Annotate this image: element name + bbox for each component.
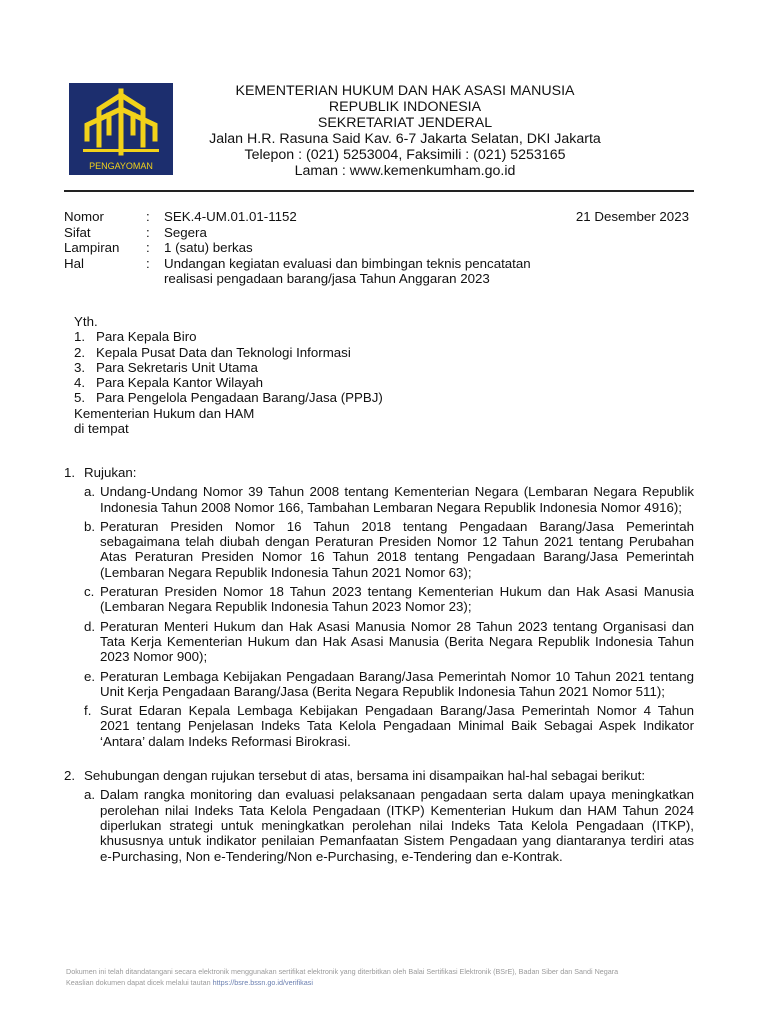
- letter-body: [64, 465, 694, 864]
- letterhead-country: REPUBLIK INDONESIA: [328, 99, 482, 115]
- addressee-org: Kementerian Hukum dan HAM: [74, 405, 255, 421]
- point-title: Sehubungan dengan rujukan tersebut di atas, bersama ini disampaikan hal-hal sebagai berikut:: [84, 768, 646, 784]
- reference-item: c. Peraturan Presiden Nomor 18 Tahun 2023 tentang Kementerian Hukum dan Hak Asasi Manusia (Lembaran Negara Republik Indonesia Tahun 2023 Nomor 23);: [84, 584, 694, 615]
- meta-row-nomor: Nomor : SEK.4-UM.01.01-1152: [64, 209, 694, 225]
- meta-label: Hal: [64, 255, 84, 271]
- addressee-block: [74, 314, 574, 436]
- subject-line-2: realisasi pengadaan barang/jasa Tahun Anggaran 2023: [164, 271, 490, 286]
- meta-row-hal: Hal : Undangan kegiatan evaluasi dan bimbingan teknis pencatatan realisasi pengadaan barang/jasa Tahun Anggaran 2023: [64, 256, 694, 287]
- point-2: 2. Sehubungan dengan rujukan tersebut di atas, bersama ini disampaikan hal-hal sebagai berikut:: [64, 768, 694, 783]
- esign-footer: [66, 966, 716, 988]
- logo-text: PENGAYOMAN: [89, 161, 153, 171]
- detail-item: a. Dalam rangka monitoring dan evaluasi pelaksanaan pengadaan serta dalam upaya meningkatkan perolehan nilai Indeks Tata Kelola Pengadaan (ITKP) Kementerian Hukum dan HAM Tahun 2024 diperlukan strategi untuk meningkatkan perolehan nilai Indeks Tata Kelola Pengadaan (ITKP), khususnya untuk indikator penilaian Pemanfaatan Sistem Pengadaan yang diantaranya terdiri atas e-Purchasing, Non e-Tendering/Non e-Purchasing, e-Tendering dan e-Kontrak.: [84, 787, 694, 864]
- list-item: 4. Para Kepala Kantor Wilayah: [74, 375, 264, 391]
- footer-notice: Dokumen ini telah ditandatangani secara elektronik menggunakan sertifikat elektronik yang diterbitkan oleh Balai Sertifikasi Elektronik (BSrE), Badan Siber dan Sandi Negara: [66, 967, 619, 976]
- list-item: 1. Para Kepala Biro: [74, 329, 197, 345]
- reference-item: a. Undang-Undang Nomor 39 Tahun 2008 tentang Kementerian Negara (Lembaran Negara Republik Indonesia Tahun 2008 Nomor 166, Tambahan Lembaran Negara Republik Indonesia Nomor 4916);: [84, 484, 694, 515]
- point-title: Rujukan:: [84, 465, 137, 480]
- meta-label: Sifat: [64, 224, 91, 240]
- subject-line-1: Undangan kegiatan evaluasi dan bimbingan teknis pencatatan: [164, 255, 531, 271]
- letterhead-unit: SEKRETARIAT JENDERAL: [317, 115, 493, 131]
- list-item: 5. Para Pengelola Pengadaan Barang/Jasa (PPBJ): [74, 390, 383, 406]
- meta-value: SEK.4-UM.01.01-1152: [164, 209, 297, 224]
- reference-item: e. Peraturan Lembaga Kebijakan Pengadaan Barang/Jasa Pemerintah Nomor 10 Tahun 2021 tentang Unit Kerja Pengadaan Barang/Jasa (Berita Negara Republik Indonesia Tahun 2021 Nomor 511);: [84, 668, 694, 699]
- list-item: 3. Para Sekretaris Unit Utama: [74, 359, 258, 375]
- letter-date: 21 Desember 2023: [575, 209, 689, 224]
- letterhead-phone: Telepon : (021) 5253004, Faksimili : (021) 5253165: [244, 147, 566, 163]
- verification-link[interactable]: https://bsre.bssn.go.id/verifikasi: [212, 978, 313, 987]
- letterhead-ministry: KEMENTERIAN HUKUM DAN HAK ASASI MANUSIA: [235, 83, 575, 99]
- meta-value: 1 (satu) berkas: [164, 240, 253, 255]
- greeting: Yth.: [74, 314, 98, 329]
- meta-label: Nomor: [64, 209, 104, 224]
- reference-item: b. Peraturan Presiden Nomor 16 Tahun 2018 tentang Pengadaan Barang/Jasa Pemerintah sebagaimana telah diubah dengan Peraturan Presiden Nomor 12 Tahun 2021 tentang Perubahan Atas Peraturan Presiden Nomor 16 Tahun 2018 tentang Pengadaan Barang/Jasa Pemerintah (Lembaran Negara Republik Indonesia Tahun 2021 Nomor 63);: [84, 518, 694, 580]
- letter-meta: [64, 209, 694, 287]
- meta-row-sifat: Sifat : Segera: [64, 225, 694, 241]
- letterhead-address: Jalan H.R. Rasuna Said Kav. 6-7 Jakarta Selatan, DKI Jakarta: [209, 131, 601, 147]
- reference-item: d. Peraturan Menteri Hukum dan Hak Asasi Manusia Nomor 28 Tahun 2023 tentang Organisasi dan Tata Kerja Kementerian Hukum dan Hak Asasi Manusia (Berita Negara Republik Indonesia Tahun 2023 Nomor 900);: [84, 618, 694, 665]
- footer-check-text: Keaslian dokumen dapat dicek melalui tautan: [66, 978, 211, 987]
- meta-value: Segera: [164, 224, 207, 240]
- meta-row-lampiran: Lampiran : 1 (satu) berkas: [64, 240, 694, 256]
- header-divider: [64, 190, 694, 192]
- point-1: 1. Rujukan:: [64, 465, 694, 480]
- addressee-place: di tempat: [74, 421, 129, 437]
- meta-label: Lampiran: [64, 240, 120, 255]
- meta-value: [164, 256, 694, 287]
- letterhead: [185, 83, 625, 179]
- list-item: 2. Kepala Pusat Data dan Teknologi Informasi: [74, 344, 351, 360]
- reference-item: f. Surat Edaran Kepala Lembaga Kebijakan Pengadaan Barang/Jasa Pemerintah Nomor 4 Tahun 2021 tentang Penjelasan Indeks Tata Kelola Pengadaan Minimal Baik Sebagai Aspek Indikator ‘Antara’ dalam Indeks Reformasi Birokrasi.: [84, 703, 694, 749]
- letterhead-website: Laman : www.kemenkumham.go.id: [294, 163, 516, 179]
- pengayoman-logo: [69, 83, 173, 175]
